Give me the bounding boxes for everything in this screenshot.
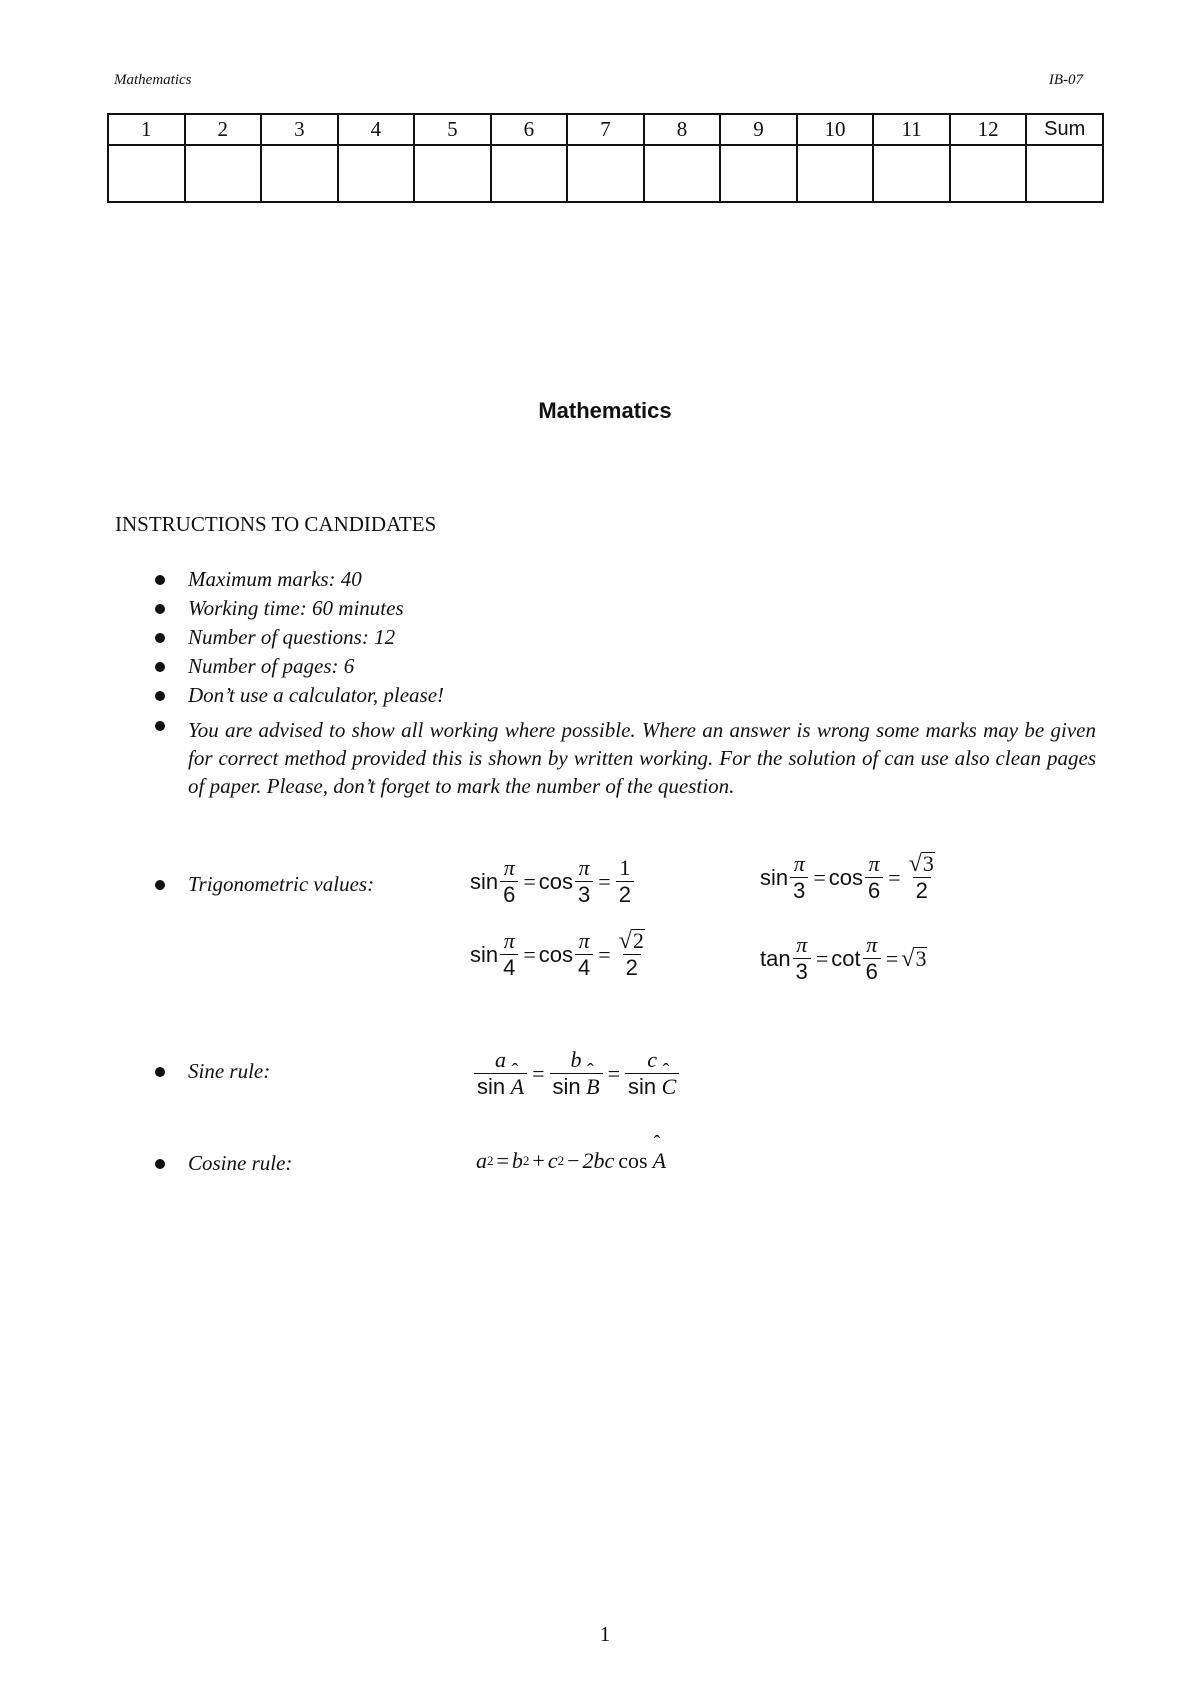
score-cell[interactable]	[797, 145, 874, 202]
denominator: 6	[865, 877, 883, 903]
instructions-heading: INSTRUCTIONS TO CANDIDATES	[115, 512, 437, 536]
bullet-icon	[155, 662, 165, 672]
equals-sign: =	[607, 1060, 620, 1086]
radical-sign: √	[618, 928, 632, 954]
numerator: π	[578, 855, 590, 880]
score-column-header-sum: Sum	[1026, 114, 1103, 145]
numerator: π	[578, 928, 590, 953]
score-cell[interactable]	[414, 145, 491, 202]
bullet-icon	[155, 1159, 165, 1169]
numerator: π	[503, 928, 515, 953]
numerator: π	[866, 932, 878, 957]
score-cell[interactable]	[491, 145, 568, 202]
formula-cosine-rule	[476, 1148, 666, 1174]
denominator	[474, 1073, 527, 1099]
instruction-item: Number of pages: 6	[188, 654, 355, 678]
radical-sign: √	[908, 851, 922, 877]
equals-sign: =	[496, 1148, 509, 1173]
plus-sign: +	[532, 1148, 545, 1173]
formula-sin-pi3	[760, 852, 940, 903]
score-column-header: 3	[261, 114, 338, 145]
score-table-header-row	[108, 114, 1103, 145]
score-cell[interactable]	[567, 145, 644, 202]
equals-sign: =	[523, 941, 536, 967]
fraction	[616, 929, 648, 980]
score-cell[interactable]	[873, 145, 950, 202]
variable-a: a	[476, 1148, 487, 1173]
bullet-icon	[155, 721, 165, 731]
fraction	[500, 856, 518, 907]
minus-sign: −	[567, 1148, 580, 1173]
score-cell[interactable]	[108, 145, 185, 202]
term-2bc: 2bc	[582, 1148, 615, 1173]
tan-function: tan	[760, 945, 791, 971]
instruction-item: Maximum marks: 40	[188, 567, 362, 591]
score-column-header: 11	[873, 114, 950, 145]
equals-sign: =	[598, 868, 611, 894]
sin-function: sin	[470, 868, 499, 894]
fraction	[616, 856, 634, 907]
bullet-icon	[155, 1067, 165, 1077]
angle-a: ˆ A	[653, 1148, 666, 1174]
angle-c: ˆ C	[662, 1075, 677, 1099]
score-cell-sum[interactable]	[1026, 145, 1103, 202]
radical-sign: √	[901, 945, 915, 972]
square-root	[619, 929, 645, 953]
cosine-rule-label: Cosine rule:	[188, 1151, 293, 1175]
sin-function: sin	[552, 1074, 581, 1099]
denominator: 2	[913, 877, 931, 903]
score-column-header: 10	[797, 114, 874, 145]
cos-function: cos	[538, 941, 574, 967]
trig-values-label: Trigonometric values:	[188, 872, 375, 896]
sine-rule-label: Sine rule:	[188, 1059, 271, 1083]
variable-b: b	[511, 1148, 523, 1173]
score-cell[interactable]	[644, 145, 721, 202]
score-table-entry-row	[108, 145, 1103, 202]
cos-function: cos	[618, 1148, 648, 1173]
score-column-header: 2	[185, 114, 262, 145]
running-header-subject: Mathematics	[114, 72, 192, 88]
radicand: 3	[922, 851, 934, 876]
score-column-header: 1	[108, 114, 185, 145]
fraction	[863, 933, 881, 984]
angle-a: ˆ A	[511, 1075, 524, 1099]
denominator: 6	[500, 881, 518, 907]
page-number: 1	[599, 1622, 611, 1646]
numerator: c	[647, 1047, 658, 1072]
running-header-code: IB-07	[1048, 72, 1083, 88]
equals-sign: =	[598, 941, 611, 967]
numerator: a	[495, 1047, 507, 1072]
score-cell[interactable]	[185, 145, 262, 202]
score-column-header: 9	[720, 114, 797, 145]
formula-tan-pi3	[760, 933, 927, 984]
equals-sign: =	[885, 945, 899, 971]
score-cell[interactable]	[338, 145, 415, 202]
sin-function: sin	[628, 1074, 657, 1099]
fraction	[474, 1048, 527, 1099]
denominator	[550, 1073, 603, 1099]
fraction	[550, 1048, 603, 1099]
exponent: 2	[522, 1153, 530, 1168]
numerator: π	[868, 851, 880, 876]
bullet-icon	[155, 633, 165, 643]
cos-function: cos	[828, 864, 864, 890]
exponent: 2	[557, 1153, 565, 1168]
score-column-header: 8	[644, 114, 721, 145]
fraction	[790, 852, 808, 903]
sin-function: sin	[470, 941, 499, 967]
instruction-item: Don’t use a calculator, please!	[188, 683, 445, 707]
numerator: π	[796, 932, 808, 957]
fraction	[500, 929, 518, 980]
fraction	[906, 852, 938, 903]
score-column-header: 12	[950, 114, 1027, 145]
fraction	[793, 933, 811, 984]
score-cell[interactable]	[720, 145, 797, 202]
denominator: 3	[575, 881, 593, 907]
equals-sign: =	[815, 945, 829, 971]
numerator: π	[503, 855, 515, 880]
bullet-icon	[155, 604, 165, 614]
instruction-item: Number of questions: 12	[188, 625, 396, 649]
score-column-header: 5	[414, 114, 491, 145]
fraction	[575, 929, 593, 980]
score-table	[107, 113, 1104, 203]
numerator: b	[570, 1047, 582, 1072]
denominator: 3	[793, 958, 811, 984]
radicand: 2	[632, 928, 644, 953]
instruction-item-working: You are advised to show all working where possible. Where an answer is wrong some marks may be given for correct method provided this is shown by written working. For the solution of can use also clean pages of paper. Please, don’t forget to mark the number of the question.	[188, 718, 1096, 798]
fraction	[865, 852, 883, 903]
exponent: 2	[487, 1153, 494, 1168]
cot-function: cot	[831, 945, 861, 971]
denominator: 4	[500, 954, 518, 980]
angle-b: ˆ B	[586, 1075, 599, 1099]
denominator: 3	[790, 877, 808, 903]
numerator: π	[793, 851, 805, 876]
score-cell[interactable]	[261, 145, 338, 202]
denominator: 2	[623, 954, 641, 980]
numerator: 1	[619, 855, 631, 880]
formula-sine-rule	[472, 1048, 681, 1099]
numerator	[616, 929, 648, 954]
variable-c: c	[547, 1148, 558, 1173]
denominator: 2	[616, 881, 634, 907]
equals-sign: =	[888, 864, 901, 890]
square-root	[901, 947, 927, 971]
score-column-header: 6	[491, 114, 568, 145]
cos-function: cos	[538, 868, 574, 894]
numerator	[906, 852, 938, 877]
score-cell[interactable]	[950, 145, 1027, 202]
document-title: Mathematics	[538, 398, 672, 423]
sin-function: sin	[477, 1074, 506, 1099]
sin-function: sin	[760, 864, 789, 890]
denominator	[625, 1073, 679, 1099]
bullet-icon	[155, 575, 165, 585]
bullet-icon	[155, 880, 165, 890]
formula-sin-pi6	[470, 856, 636, 907]
equals-sign: =	[523, 868, 536, 894]
score-column-header: 4	[338, 114, 415, 145]
equals-sign: =	[532, 1060, 545, 1086]
bullet-icon	[155, 691, 165, 701]
score-column-header: 7	[567, 114, 644, 145]
radicand: 3	[915, 945, 927, 971]
fraction	[625, 1048, 679, 1099]
denominator: 6	[863, 958, 881, 984]
equals-sign: =	[813, 864, 826, 890]
square-root	[909, 852, 935, 876]
fraction	[575, 856, 593, 907]
formula-sin-pi4	[470, 929, 650, 980]
instruction-item: Working time: 60 minutes	[188, 596, 404, 620]
denominator: 4	[575, 954, 593, 980]
